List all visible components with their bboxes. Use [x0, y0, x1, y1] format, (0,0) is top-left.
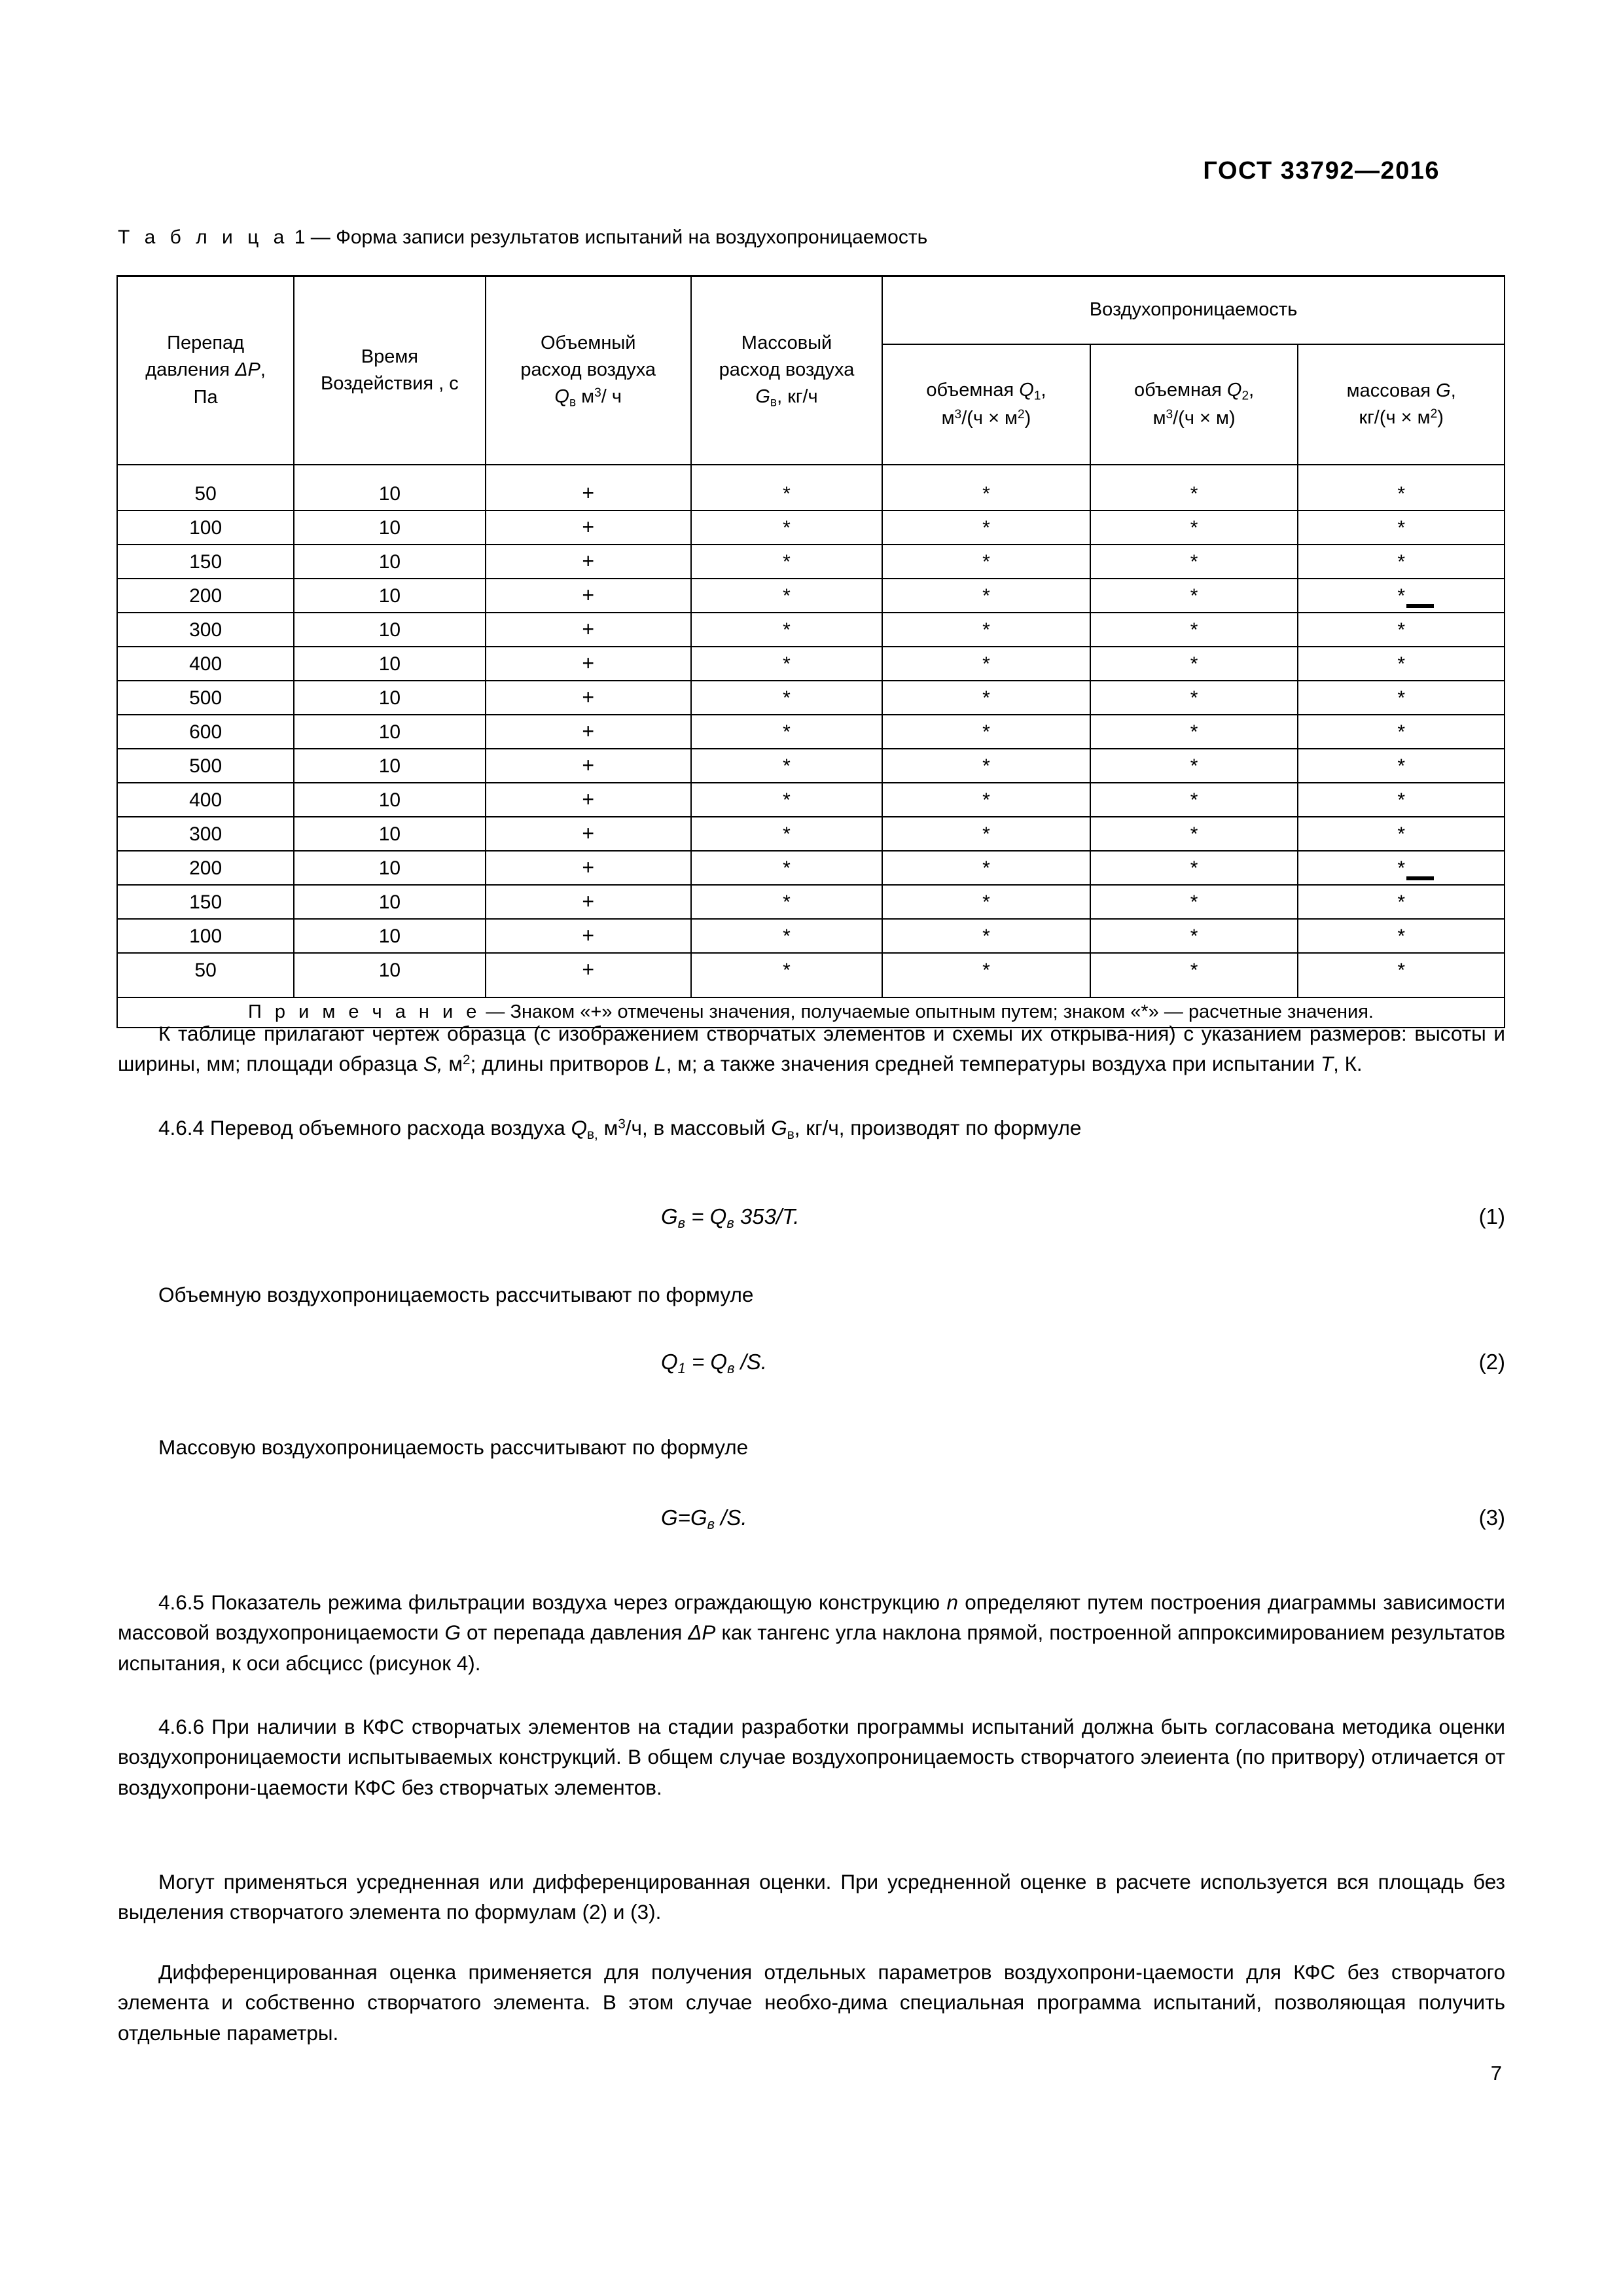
cell-permeability-g	[1298, 715, 1505, 749]
calculated-mark: *	[982, 857, 990, 879]
cell-permeability-g	[1298, 613, 1505, 647]
experimental-mark: +	[582, 821, 595, 845]
cell-volumetric-flow	[486, 579, 691, 613]
clause-number-4-6-5: 4.6.5	[158, 1590, 205, 1614]
calculated-mark: *	[982, 789, 990, 811]
calculated-mark: *	[783, 857, 791, 879]
cell-exposure-time: 10	[294, 749, 485, 783]
calculated-mark: *	[783, 755, 791, 777]
col-header-exposure-time: Время Воздействия , с	[294, 276, 485, 465]
cell-permeability-q2	[1090, 681, 1298, 715]
calculated-mark: *	[1397, 891, 1406, 913]
cell-permeability-q2	[1090, 511, 1298, 545]
paragraph-drawing-requirements: К таблице прилагают чертеж образца (с изображением створчатых элементов и схемы их открыва-ния) с указанием размеров: высоты и ширины, мм; площади образца S, $м^2$; длины притворов L, м; а также значения средней температуры воздуха при испытании T, К.	[118, 1022, 1505, 1076]
calculated-mark: *	[982, 482, 990, 505]
symbol-G: G	[771, 1116, 787, 1139]
cell-exposure-time: 10	[294, 953, 485, 997]
calculated-mark: *	[1397, 653, 1406, 675]
cell-mass-flow	[691, 647, 882, 681]
experimental-mark: +	[582, 719, 595, 743]
formula-2: $Q_1 = Q_в$ /S.	[661, 1350, 767, 1377]
cell-exposure-time: 10	[294, 613, 485, 647]
cell-volumetric-flow	[486, 749, 691, 783]
cell-volumetric-flow	[486, 647, 691, 681]
experimental-mark: +	[582, 651, 595, 675]
table-row	[117, 817, 1505, 851]
cell-exposure-time: 10	[294, 851, 485, 885]
cell-permeability-g	[1298, 749, 1505, 783]
symbol-S: S,	[423, 1052, 443, 1076]
table-caption-dash: —	[310, 226, 330, 248]
calculated-mark: *	[982, 584, 990, 607]
cell-pressure-drop: 150	[117, 885, 294, 919]
calculated-mark: *	[982, 721, 990, 743]
cell-permeability-q1	[882, 647, 1090, 681]
calculated-mark-underlined: *	[1397, 852, 1405, 884]
cell-permeability-q2	[1090, 715, 1298, 749]
experimental-mark: +	[582, 583, 595, 607]
table-note-label: П р и м е ч а н и е	[248, 1001, 481, 1022]
table-row	[117, 681, 1505, 715]
experimental-mark: +	[582, 855, 595, 879]
cell-permeability-g	[1298, 647, 1505, 681]
cell-volumetric-flow	[486, 783, 691, 817]
calculated-mark: *	[1190, 619, 1198, 641]
cell-permeability-q2	[1090, 579, 1298, 613]
cell-pressure-drop: 300	[117, 817, 294, 851]
cell-exposure-time: 10	[294, 579, 485, 613]
formula-2-number: (2)	[1478, 1350, 1505, 1374]
experimental-mark: +	[582, 753, 595, 777]
experimental-mark: +	[582, 617, 595, 641]
formula-3-number: (3)	[1478, 1505, 1505, 1530]
cell-pressure-drop: 100	[117, 511, 294, 545]
cell-permeability-g	[1298, 817, 1505, 851]
calculated-mark: *	[1190, 516, 1198, 539]
experimental-mark: +	[582, 924, 595, 947]
cell-permeability-q2	[1090, 885, 1298, 919]
paragraph-differentiated-assessment: Дифференцированная оценка применяется для получения отдельных параметров воздухопрони-цаемости для КФС без створчатого элемента и собственно створчатого элемента. В этом случае необхо-дима специальная программа испытаний, позволяющая получить отдельные параметры.	[118, 1960, 1505, 2045]
cell-mass-flow	[691, 613, 882, 647]
cell-permeability-q2	[1090, 817, 1298, 851]
calculated-mark: *	[982, 891, 990, 913]
table-note-text: — Знаком «+» отмечены значения, получаемые опытным путем; знаком «*» — расчетные значения.	[480, 1001, 1374, 1022]
experimental-mark: +	[582, 481, 595, 505]
cell-permeability-q1	[882, 465, 1090, 511]
calculated-mark: *	[1397, 789, 1406, 811]
calculated-mark: *	[1190, 857, 1198, 879]
calculated-mark: *	[1397, 482, 1406, 505]
cell-volumetric-flow	[486, 817, 691, 851]
calculated-mark: *	[1397, 823, 1406, 845]
calculated-mark: *	[1190, 482, 1198, 505]
cell-volumetric-flow	[486, 465, 691, 511]
cell-permeability-q2	[1090, 465, 1298, 511]
cell-permeability-q2	[1090, 749, 1298, 783]
table-caption-label: Т а б л и ц а	[118, 226, 289, 248]
cell-pressure-drop: 50	[117, 953, 294, 997]
cell-permeability-q1	[882, 511, 1090, 545]
cell-permeability-q2	[1090, 851, 1298, 885]
table-row	[117, 545, 1505, 579]
cell-pressure-drop: 600	[117, 715, 294, 749]
cell-permeability-q1	[882, 681, 1090, 715]
cell-permeability-q2	[1090, 545, 1298, 579]
calculated-mark: *	[783, 789, 791, 811]
col-header-mass-flow: Массовый расход воздуха $G_в$, кг/ч	[691, 276, 882, 465]
cell-permeability-g	[1298, 579, 1505, 613]
cell-pressure-drop: 400	[117, 783, 294, 817]
cell-permeability-g	[1298, 919, 1505, 953]
table-row	[117, 749, 1505, 783]
symbol-delta-P: ΔP	[688, 1621, 716, 1645]
cell-pressure-drop: 100	[117, 919, 294, 953]
calculated-mark: *	[982, 925, 990, 947]
calculated-mark: *	[1190, 584, 1198, 607]
cell-exposure-time: 10	[294, 647, 485, 681]
cell-mass-flow	[691, 545, 882, 579]
cell-permeability-g	[1298, 511, 1505, 545]
para-text: К таблице прилагают чертеж образца (с изображением створчатых элементов и схемы их открыва-ния) с указанием размеров: высоты и ширины, мм; площади образца	[118, 1022, 1505, 1076]
cell-pressure-drop: 500	[117, 681, 294, 715]
calculated-mark: *	[1397, 550, 1406, 573]
cell-permeability-q1	[882, 885, 1090, 919]
cell-exposure-time: 10	[294, 545, 485, 579]
calculated-mark: *	[783, 653, 791, 675]
calculated-mark: *	[783, 482, 791, 505]
calculated-mark: *	[783, 584, 791, 607]
calculated-mark: *	[783, 925, 791, 947]
col-header-volumetric-q2: объемная $Q_2$, $м^3/(ч \times м)$	[1090, 344, 1298, 465]
cell-permeability-q2	[1090, 647, 1298, 681]
table-row	[117, 465, 1505, 511]
cell-permeability-g	[1298, 851, 1505, 885]
calculated-mark-underlined: *	[1397, 580, 1405, 612]
cell-mass-flow	[691, 579, 882, 613]
col-header-volumetric-q1: объемная $Q_1$, $м^3/(ч \times м^2)$	[882, 344, 1090, 465]
cell-permeability-g	[1298, 783, 1505, 817]
cell-permeability-q1	[882, 749, 1090, 783]
cell-pressure-drop: 50	[117, 465, 294, 511]
calculated-mark: *	[1190, 550, 1198, 573]
cell-exposure-time: 10	[294, 783, 485, 817]
calculated-mark: *	[1397, 619, 1406, 641]
cell-mass-flow	[691, 783, 882, 817]
cell-mass-flow	[691, 817, 882, 851]
calculated-mark: *	[1190, 687, 1198, 709]
cell-permeability-q1	[882, 783, 1090, 817]
calculated-mark: *	[1397, 755, 1406, 777]
cell-volumetric-flow	[486, 511, 691, 545]
paragraph-mass-permeability-intro: Массовую воздухопроницаемость рассчитывают по формуле	[158, 1435, 749, 1459]
cell-pressure-drop: 400	[117, 647, 294, 681]
table-row	[117, 851, 1505, 885]
results-table-wrapper	[116, 275, 1505, 1028]
cell-permeability-q2	[1090, 953, 1298, 997]
cell-volumetric-flow	[486, 851, 691, 885]
cell-exposure-time: 10	[294, 681, 485, 715]
experimental-mark: +	[582, 958, 595, 981]
cell-permeability-q1	[882, 817, 1090, 851]
cell-exposure-time: 10	[294, 511, 485, 545]
paragraph-averaged-assessment: Могут применяться усредненная или дифференцированная оценки. При усредненной оценке в расчете используется вся площадь без выделения створчатого элемента по формулам (2) и (3).	[118, 1870, 1505, 1924]
experimental-mark: +	[582, 787, 595, 811]
symbol-G-permeability: G	[444, 1621, 461, 1645]
table-row	[117, 613, 1505, 647]
formula-1: $G_в = Q_в$ 353/T.	[661, 1204, 800, 1232]
calculated-mark: *	[1190, 789, 1198, 811]
cell-mass-flow	[691, 851, 882, 885]
table-caption-number: 1	[294, 226, 306, 248]
calculated-mark: *	[783, 619, 791, 641]
cell-volumetric-flow	[486, 919, 691, 953]
col-header-volumetric-flow: Объемный расход воздуха $Q_в$ $м^3/$ ч	[486, 276, 691, 465]
table-row	[117, 885, 1505, 919]
page-number: 7	[1490, 2062, 1502, 2085]
cell-mass-flow	[691, 749, 882, 783]
formula-3: $G=G_в$ /S.	[661, 1505, 747, 1533]
calculated-mark: *	[982, 516, 990, 539]
clause-4-6-5: 4.6.5 Показатель режима фильтрации воздуха через ограждающую конструкцию n определяют путем построения диаграммы зависимости массовой воздухопроницаемости G от перепада давления ΔP как тангенс угла наклона прямой, построенной аппроксимированием результатов испытания, к оси абсцисс (рисунок 4).	[118, 1590, 1505, 1675]
cell-permeability-q2	[1090, 783, 1298, 817]
cell-pressure-drop: 150	[117, 545, 294, 579]
cell-permeability-q2	[1090, 613, 1298, 647]
calculated-mark: *	[1397, 721, 1406, 743]
clause-number-4-6-4: 4.6.4	[158, 1116, 205, 1139]
symbol-T: T	[1320, 1052, 1334, 1076]
table-caption-title: Форма записи результатов испытаний на воздухопроницаемость	[336, 226, 928, 248]
running-header-standard-number: ГОСТ 33792—2016	[1203, 157, 1440, 185]
calculated-mark: *	[783, 891, 791, 913]
cell-mass-flow	[691, 953, 882, 997]
cell-exposure-time: 10	[294, 919, 485, 953]
cell-mass-flow	[691, 465, 882, 511]
calculated-mark: *	[783, 687, 791, 709]
calculated-mark: *	[982, 823, 990, 845]
calculated-mark: *	[1190, 755, 1198, 777]
cell-volumetric-flow	[486, 885, 691, 919]
table-header-row-1	[117, 276, 1505, 345]
experimental-mark: +	[582, 515, 595, 539]
cell-pressure-drop: 300	[117, 613, 294, 647]
calculated-mark: *	[1397, 959, 1406, 981]
calculated-mark: *	[982, 619, 990, 641]
cell-permeability-q1	[882, 715, 1090, 749]
experimental-mark: +	[582, 685, 595, 709]
calculated-mark: *	[783, 550, 791, 573]
cell-permeability-g	[1298, 465, 1505, 511]
calculated-mark: *	[1397, 925, 1406, 947]
calculated-mark: *	[982, 687, 990, 709]
cell-permeability-g	[1298, 545, 1505, 579]
cell-permeability-g	[1298, 681, 1505, 715]
cell-mass-flow	[691, 919, 882, 953]
cell-mass-flow	[691, 681, 882, 715]
calculated-mark: *	[1397, 687, 1406, 709]
experimental-mark: +	[582, 549, 595, 573]
cell-pressure-drop: 200	[117, 851, 294, 885]
cell-exposure-time: 10	[294, 465, 485, 511]
col-header-pressure-drop: Перепад давления ΔP, Па	[117, 276, 294, 465]
table-row	[117, 953, 1505, 997]
symbol-L: L	[654, 1052, 666, 1076]
table-caption	[118, 226, 927, 249]
cell-volumetric-flow	[486, 681, 691, 715]
experimental-mark: +	[582, 889, 595, 913]
calculated-mark: *	[783, 516, 791, 539]
cell-exposure-time: 10	[294, 715, 485, 749]
calculated-mark: *	[783, 959, 791, 981]
cell-volumetric-flow	[486, 953, 691, 997]
table-row	[117, 511, 1505, 545]
cell-pressure-drop: 200	[117, 579, 294, 613]
calculated-mark: *	[982, 959, 990, 981]
table-row	[117, 647, 1505, 681]
clause-4-6-6: 4.6.6 При наличии в КФС створчатых элементов на стадии разработки программы испытаний должна быть согласована методика оценки воздухопроницаемости испытываемых конструкций. В общем случае воздухопроницаемость створчатого элеиента (по притвору) отличается от воздухопрони-цаемости КФС без створчатых элементов.	[118, 1715, 1505, 1799]
cell-volumetric-flow	[486, 545, 691, 579]
table-row	[117, 715, 1505, 749]
formula-1-number: (1)	[1478, 1204, 1505, 1229]
col-header-group-air-permeability: Воздухопроницаемость	[882, 276, 1505, 345]
results-table	[116, 275, 1505, 1028]
table-row	[117, 919, 1505, 953]
cell-permeability-q1	[882, 579, 1090, 613]
calculated-mark: *	[783, 721, 791, 743]
cell-mass-flow	[691, 715, 882, 749]
cell-permeability-q1	[882, 919, 1090, 953]
clause-4-6-4: 4.6.4 Перевод объемного расхода воздуха $Q_{в,}$ $м^3/ч$, в массовый $G_в$, кг/ч, производят по формуле	[158, 1116, 1082, 1142]
cell-permeability-q1	[882, 953, 1090, 997]
cell-permeability-q2	[1090, 919, 1298, 953]
calculated-mark: *	[1190, 925, 1198, 947]
cell-permeability-q1	[882, 851, 1090, 885]
clause-number-4-6-6: 4.6.6	[158, 1715, 205, 1738]
calculated-mark: *	[1190, 959, 1198, 981]
cell-permeability-g	[1298, 885, 1505, 919]
calculated-mark: *	[1190, 653, 1198, 675]
calculated-mark: *	[982, 755, 990, 777]
cell-pressure-drop: 500	[117, 749, 294, 783]
cell-exposure-time: 10	[294, 885, 485, 919]
cell-exposure-time: 10	[294, 817, 485, 851]
calculated-mark: *	[1190, 721, 1198, 743]
cell-permeability-q1	[882, 613, 1090, 647]
table-header	[117, 276, 1505, 465]
calculated-mark: *	[982, 550, 990, 573]
calculated-mark: *	[1190, 823, 1198, 845]
cell-volumetric-flow	[486, 613, 691, 647]
paragraph-volumetric-permeability-intro: Объемную воздухопроницаемость рассчитывают по формуле	[158, 1283, 754, 1306]
cell-permeability-g	[1298, 953, 1505, 997]
table-row	[117, 783, 1505, 817]
table-row	[117, 579, 1505, 613]
col-header-mass-permeability-g: массовая G, $кг/(ч \times м^2)$	[1298, 344, 1505, 465]
cell-permeability-q1	[882, 545, 1090, 579]
calculated-mark: *	[783, 823, 791, 845]
cell-volumetric-flow	[486, 715, 691, 749]
calculated-mark: *	[982, 653, 990, 675]
table-body	[117, 465, 1505, 997]
cell-mass-flow	[691, 885, 882, 919]
calculated-mark: *	[1190, 891, 1198, 913]
calculated-mark: *	[1397, 516, 1406, 539]
cell-mass-flow	[691, 511, 882, 545]
symbol-Q: Q	[571, 1116, 587, 1139]
symbol-n: n	[946, 1590, 958, 1614]
